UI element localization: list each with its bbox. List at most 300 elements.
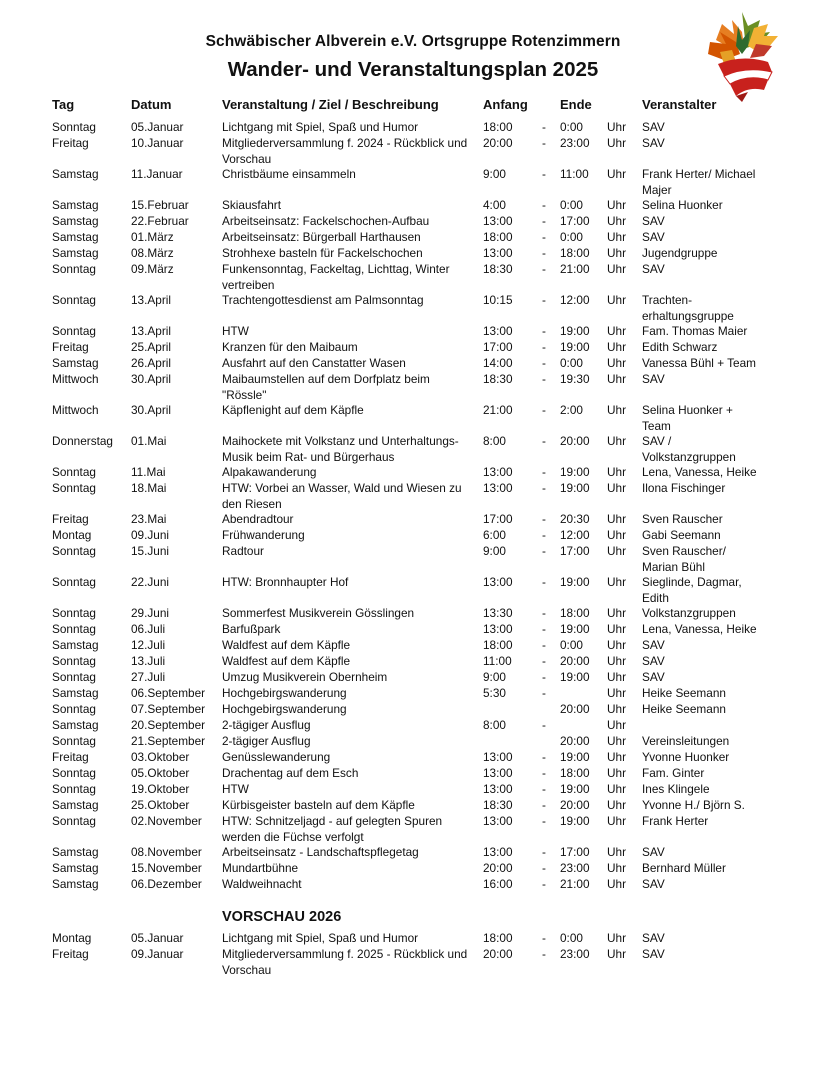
start-time-cell: 6:00 [483,528,506,542]
end-time-cell: 23:00 [560,136,590,150]
time-separator: - [542,877,546,891]
event-cell: Maihockete mit Volkstanz und Unterhaltungs-Musik beim Rat- und Bürgerhaus [222,434,459,464]
time-unit-cell: Uhr [607,403,627,417]
organizer-cell: Yvonne H./ Björn S. [642,798,745,812]
date-cell: 10.Januar [131,136,184,150]
time-unit-cell: Uhr [607,654,627,668]
event-cell: Waldfest auf dem Käpfle [222,638,351,652]
date-cell: 11.Januar [131,167,183,181]
time-separator: - [542,293,546,307]
date-cell: 09.März [131,262,174,276]
organizer-cell: Gabi Seemann [642,528,721,542]
start-time-cell: 13:00 [483,622,513,636]
time-unit-cell: Uhr [607,136,627,150]
event-cell: Christbäume einsammeln [222,167,356,181]
day-cell: Sonntag [52,465,96,479]
table-row [0,814,826,845]
start-time-cell: 13:00 [483,766,513,780]
time-unit-cell: Uhr [607,230,627,244]
event-cell: Kranzen für den Maibaum [222,340,358,354]
day-cell: Sonntag [52,481,96,495]
date-cell: 23.Mai [131,512,167,526]
end-time-cell: 19:00 [560,782,590,796]
date-cell: 09.Januar [131,947,184,961]
start-time-cell: 13:00 [483,814,513,828]
table-row [0,528,826,544]
event-cell: Waldfest auf dem Käpfle [222,654,351,668]
day-cell: Donnerstag [52,434,113,448]
organizer-cell: SAV [642,120,665,134]
end-time-cell: 17:00 [560,845,590,859]
time-separator: - [542,214,546,228]
time-separator: - [542,638,546,652]
start-time-cell: 13:00 [483,575,513,589]
start-time-cell: 9:00 [483,544,506,558]
organizer-cell: Sven Rauscher/ Marian Bühl [642,544,726,574]
day-cell: Sonntag [52,670,96,684]
end-time-cell: 0:00 [560,198,583,212]
time-separator: - [542,544,546,558]
date-cell: 06.Juli [131,622,166,636]
end-time-cell: 23:00 [560,861,590,875]
end-time-cell: 23:00 [560,947,590,961]
time-separator: - [542,167,546,181]
day-cell: Sonntag [52,262,96,276]
time-separator: - [542,782,546,796]
table-row [0,638,826,654]
date-cell: 25.Oktober [131,798,190,812]
end-time-cell: 20:00 [560,654,590,668]
date-cell: 13.April [131,293,171,307]
end-time-cell: 11:00 [560,167,589,181]
end-time-cell: 17:00 [560,214,590,228]
organizer-cell: SAV [642,638,665,652]
table-row [0,120,826,136]
organizer-cell: SAV [642,947,665,961]
event-cell: Sommerfest Musikverein Gösslingen [222,606,415,620]
organizer-cell: SAV [642,262,665,276]
date-cell: 07.September [131,702,206,716]
end-time-cell: 20:00 [560,798,590,812]
start-time-cell: 13:00 [483,324,513,338]
table-row [0,766,826,782]
start-time-cell: 20:00 [483,861,513,875]
time-separator: - [542,798,546,812]
day-cell: Sonntag [52,324,96,338]
start-time-cell: 14:00 [483,356,513,370]
day-cell: Sonntag [52,575,96,589]
table-row [0,606,826,622]
day-cell: Sonntag [52,654,96,668]
page-title: Wander- und Veranstaltungsplan 2025 [227,58,599,81]
time-separator: - [542,512,546,526]
date-cell: 08.November [131,845,202,859]
column-header-tag: Tag [52,97,75,112]
start-time-cell: 18:00 [483,638,513,652]
day-cell: Sonntag [52,622,96,636]
time-separator: - [542,670,546,684]
event-cell: Maibaumstellen auf dem Dorfplatz beim "Rössle" [222,372,430,402]
table-row [0,293,826,324]
organizer-cell: Sieglinde, Dagmar, Edith [642,575,742,605]
time-unit-cell: Uhr [607,622,627,636]
day-cell: Samstag [52,877,99,891]
day-cell: Sonntag [52,814,96,828]
table-row [0,198,826,214]
start-time-cell: 13:00 [483,481,513,495]
table-row [0,734,826,750]
table-row [0,434,826,465]
start-time-cell: 18:30 [483,262,513,276]
end-time-cell: 19:00 [560,575,590,589]
table-row [0,403,826,434]
day-cell: Sonntag [52,120,96,134]
organizer-cell: Selina Huonker [642,198,723,212]
organizer-cell: SAV / Volkstanzgruppen [642,434,736,464]
organizer-cell: Fam. Ginter [642,766,705,780]
table-row [0,262,826,293]
start-time-cell: 18:00 [483,230,513,244]
event-cell: Mitgliederversammlung f. 2025 - Rückblick und Vorschau [222,947,468,977]
start-time-cell: 13:00 [483,214,513,228]
event-cell: Hochgebirgswanderung [222,686,347,700]
table-row [0,931,826,947]
date-cell: 25.April [131,340,171,354]
event-cell: Alpakawanderung [222,465,317,479]
date-cell: 15.Juni [131,544,170,558]
event-cell: Barfußpark [222,622,281,636]
end-time-cell: 17:00 [560,544,590,558]
event-cell: Waldweihnacht [222,877,302,891]
date-cell: 03.Oktober [131,750,190,764]
table-row [0,372,826,403]
table-row [0,845,826,861]
start-time-cell: 16:00 [483,877,513,891]
date-cell: 19.Oktober [131,782,190,796]
table-row [0,214,826,230]
table-header [0,97,826,113]
event-cell: Mitgliederversammlung f. 2024 - Rückblick und Vorschau [222,136,468,166]
time-unit-cell: Uhr [607,372,627,386]
date-cell: 15.November [131,861,202,875]
event-cell: HTW: Schnitzeljagd - auf gelegten Spuren werden die Füchse verfolgt [222,814,443,844]
start-time-cell: 10:15 [483,293,513,307]
time-unit-cell: Uhr [607,782,627,796]
column-header-ende: Ende [560,97,592,112]
time-unit-cell: Uhr [607,120,627,134]
time-unit-cell: Uhr [607,528,627,542]
time-unit-cell: Uhr [607,861,627,875]
end-time-cell: 18:00 [560,246,590,260]
organizer-cell: SAV [642,845,665,859]
end-time-cell: 21:00 [560,877,590,891]
organizer-cell: Volkstanzgruppen [642,606,736,620]
day-cell: Samstag [52,198,99,212]
end-time-cell: 21:00 [560,262,590,276]
time-unit-cell: Uhr [607,512,627,526]
organizer-cell: SAV [642,931,665,945]
end-time-cell: 0:00 [560,230,583,244]
time-unit-cell: Uhr [607,718,627,732]
event-table [0,120,826,978]
table-row [0,861,826,877]
day-cell: Montag [52,528,92,542]
organizer-cell: Lena, Vanessa, Heike [642,622,757,636]
event-cell: Trachtengottesdienst am Palmsonntag [222,293,424,307]
autumn-leaves-logo-icon [702,6,784,102]
event-cell: Abendradtour [222,512,294,526]
column-header-datum: Datum [131,97,172,112]
organizer-cell: Selina Huonker + Team [642,403,733,433]
time-separator: - [542,750,546,764]
end-time-cell: 20:00 [560,702,590,716]
time-unit-cell: Uhr [607,434,627,448]
day-cell: Samstag [52,686,99,700]
day-cell: Samstag [52,638,99,652]
event-cell: 2-tägiger Ausflug [222,734,311,748]
event-cell: Radtour [222,544,264,558]
date-cell: 22.Februar [131,214,189,228]
date-cell: 18.Mai [131,481,167,495]
time-separator: - [542,814,546,828]
day-cell: Samstag [52,214,99,228]
table-row [0,465,826,481]
day-cell: Sonntag [52,606,96,620]
time-separator: - [542,861,546,875]
event-cell: Arbeitseinsatz - Landschaftspflegetag [222,845,419,859]
start-time-cell: 8:00 [483,434,506,448]
start-time-cell: 18:30 [483,372,513,386]
date-cell: 20.September [131,718,206,732]
table-row [0,340,826,356]
end-time-cell: 20:00 [560,434,590,448]
date-cell: 15.Februar [131,198,189,212]
time-unit-cell: Uhr [607,766,627,780]
start-time-cell: 9:00 [483,167,506,181]
table-row [0,702,826,718]
event-cell: HTW: Vorbei an Wasser, Wald und Wiesen zu den Riesen [222,481,462,511]
end-time-cell: 0:00 [560,356,583,370]
table-row [0,718,826,734]
time-unit-cell: Uhr [607,734,627,748]
event-cell: 2-tägiger Ausflug [222,718,311,732]
end-time-cell: 2:00 [560,403,583,417]
start-time-cell: 18:00 [483,120,513,134]
start-time-cell: 17:00 [483,512,513,526]
end-time-cell: 19:00 [560,324,590,338]
organizer-cell: Lena, Vanessa, Heike [642,465,757,479]
time-unit-cell: Uhr [607,670,627,684]
organizer-cell: Frank Herter/ Michael Majer [642,167,756,197]
table-row [0,324,826,340]
organizer-cell: SAV [642,670,665,684]
time-separator: - [542,622,546,636]
time-separator: - [542,931,546,945]
time-unit-cell: Uhr [607,544,627,558]
time-unit-cell: Uhr [607,877,627,891]
end-time-cell: 12:00 [560,528,590,542]
table-row [0,750,826,766]
table-row [0,136,826,167]
event-cell: Kürbisgeister basteln auf dem Käpfle [222,798,415,812]
end-time-cell: 18:00 [560,606,590,620]
date-cell: 08.März [131,246,174,260]
table-row [0,947,826,978]
events-2025-list [0,120,826,893]
time-separator: - [542,136,546,150]
organizer-cell: Vereinsleitungen [642,734,730,748]
day-cell: Freitag [52,750,89,764]
time-unit-cell: Uhr [607,750,627,764]
table-row [0,877,826,893]
start-time-cell: 18:30 [483,798,513,812]
event-cell: Lichtgang mit Spiel, Spaß und Humor [222,931,419,945]
date-cell: 29.Juni [131,606,170,620]
time-separator: - [542,120,546,134]
time-unit-cell: Uhr [607,356,627,370]
date-cell: 12.Juli [131,638,166,652]
time-separator: - [542,372,546,386]
time-separator: - [542,246,546,260]
time-separator: - [542,403,546,417]
column-header-veranstaltung: Veranstaltung / Ziel / Beschreibung [222,97,439,112]
start-time-cell: 13:00 [483,246,513,260]
table-row [0,798,826,814]
date-cell: 09.Juni [131,528,170,542]
day-cell: Sonntag [52,782,96,796]
event-cell: Arbeitseinsatz: Fackelschochen-Aufbau [222,214,430,228]
end-time-cell: 19:00 [560,670,590,684]
date-cell: 05.Januar [131,120,184,134]
end-time-cell: 20:30 [560,512,590,526]
time-unit-cell: Uhr [607,481,627,495]
end-time-cell: 0:00 [560,931,583,945]
organizer-cell: Edith Schwarz [642,340,718,354]
date-cell: 01.März [131,230,174,244]
time-unit-cell: Uhr [607,845,627,859]
start-time-cell: 20:00 [483,136,513,150]
preview-title: VORSCHAU 2026 [222,909,342,925]
start-time-cell: 18:00 [483,931,513,945]
end-time-cell: 19:30 [560,372,590,386]
event-cell: Funkensonntag, Fackeltag, Lichttag, Winter vertreiben [222,262,450,292]
organizer-cell: Ines Klingele [642,782,710,796]
day-cell: Freitag [52,512,89,526]
time-separator: - [542,845,546,859]
time-separator: - [542,198,546,212]
date-cell: 06.September [131,686,206,700]
organizer-cell: Yvonne Huonker [642,750,730,764]
date-cell: 30.April [131,372,171,386]
start-time-cell: 13:00 [483,465,513,479]
day-cell: Samstag [52,718,99,732]
event-cell: Ausfahrt auf den Canstatter Wasen [222,356,406,370]
time-unit-cell: Uhr [607,931,627,945]
event-cell: HTW [222,782,249,796]
time-separator: - [542,528,546,542]
time-separator: - [542,606,546,620]
time-separator: - [542,481,546,495]
table-row [0,481,826,512]
day-cell: Samstag [52,246,99,260]
date-cell: 11.Mai [131,465,166,479]
start-time-cell: 5:30 [483,686,506,700]
start-time-cell: 13:30 [483,606,513,620]
time-unit-cell: Uhr [607,198,627,212]
day-cell: Sonntag [52,293,96,307]
start-time-cell: 13:00 [483,845,513,859]
time-unit-cell: Uhr [607,686,627,700]
day-cell: Freitag [52,340,89,354]
organizer-cell: Trachten-erhaltungsgruppe [642,293,734,323]
event-cell: Umzug Musikverein Obernheim [222,670,388,684]
time-unit-cell: Uhr [607,340,627,354]
start-time-cell: 4:00 [483,198,506,212]
date-cell: 13.April [131,324,171,338]
organizer-cell: SAV [642,230,665,244]
time-separator: - [542,654,546,668]
table-row [0,686,826,702]
event-cell: Skiausfahrt [222,198,282,212]
organizer-cell: Heike Seemann [642,702,726,716]
organizer-cell: SAV [642,372,665,386]
organizer-cell: Ilona Fischinger [642,481,726,495]
day-cell: Samstag [52,356,99,370]
time-unit-cell: Uhr [607,814,627,828]
column-header-veranstalter: Veranstalter [642,97,717,112]
date-cell: 27.Juli [131,670,166,684]
time-unit-cell: Uhr [607,324,627,338]
date-cell: 06.Dezember [131,877,202,891]
organizer-cell: Jugendgruppe [642,246,718,260]
table-row [0,575,826,606]
day-cell: Mittwoch [52,372,99,386]
day-cell: Freitag [52,947,89,961]
end-time-cell: 19:00 [560,340,590,354]
events-2026-list [0,931,826,978]
organizer-cell: Fam. Thomas Maier [642,324,748,338]
day-cell: Mittwoch [52,403,99,417]
end-time-cell: 19:00 [560,465,590,479]
time-unit-cell: Uhr [607,638,627,652]
time-unit-cell: Uhr [607,575,627,589]
start-time-cell: 9:00 [483,670,506,684]
event-cell: Arbeitseinsatz: Bürgerball Harthausen [222,230,421,244]
end-time-cell: 20:00 [560,734,590,748]
organizer-cell: Sven Rauscher [642,512,723,526]
time-separator: - [542,575,546,589]
day-cell: Sonntag [52,544,96,558]
time-separator: - [542,356,546,370]
event-cell: Genüsslewanderung [222,750,331,764]
day-cell: Samstag [52,798,99,812]
date-cell: 01.Mai [131,434,167,448]
time-unit-cell: Uhr [607,798,627,812]
table-row [0,246,826,262]
end-time-cell: 19:00 [560,814,590,828]
date-cell: 21.September [131,734,206,748]
time-separator: - [542,718,546,732]
time-unit-cell: Uhr [607,214,627,228]
time-separator: - [542,766,546,780]
organizer-cell: SAV [642,654,665,668]
start-time-cell: 8:00 [483,718,506,732]
time-separator: - [542,434,546,448]
event-cell: Käpflenight auf dem Käpfle [222,403,364,417]
end-time-cell: 19:00 [560,622,590,636]
time-unit-cell: Uhr [607,246,627,260]
time-unit-cell: Uhr [607,167,627,181]
